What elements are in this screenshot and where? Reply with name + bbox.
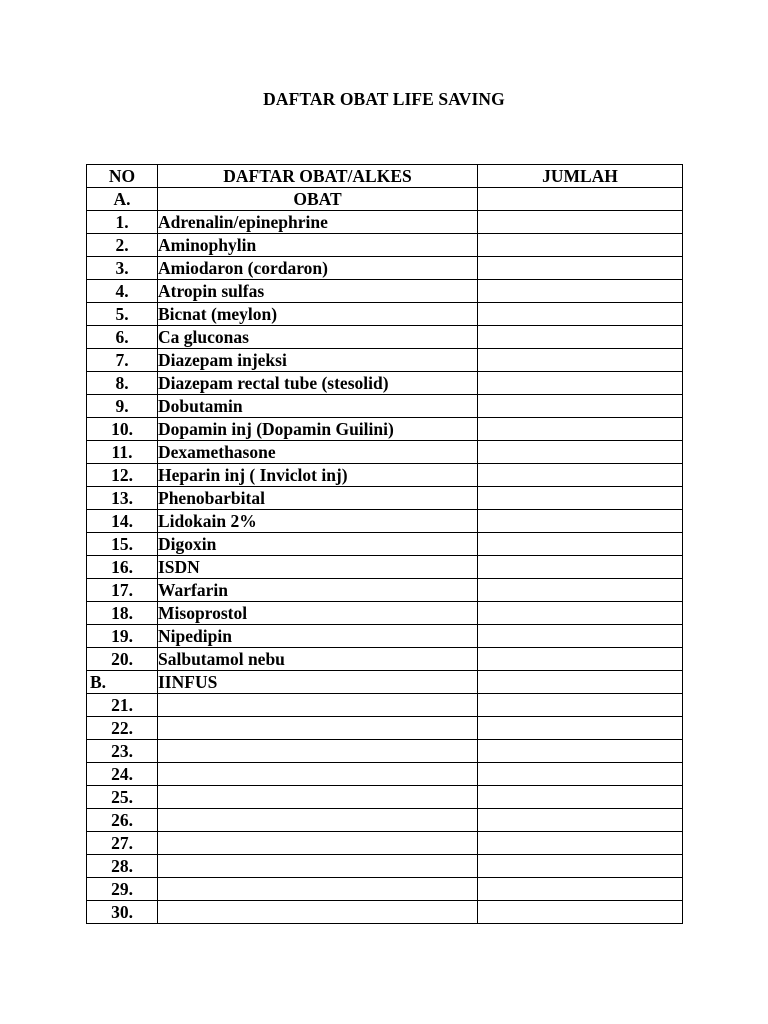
cell-quantity	[478, 234, 683, 257]
cell-no: 13.	[87, 487, 158, 510]
cell-quantity	[478, 303, 683, 326]
cell-no: 7.	[87, 349, 158, 372]
header-no: NO	[87, 165, 158, 188]
cell-drug-name	[158, 832, 478, 855]
cell-drug-name: Heparin inj ( Inviclot inj)	[158, 464, 478, 487]
cell-no: 24.	[87, 763, 158, 786]
cell-quantity	[478, 740, 683, 763]
cell-quantity	[478, 878, 683, 901]
table-row	[87, 303, 683, 326]
table-row	[87, 602, 683, 625]
cell-drug-name	[158, 786, 478, 809]
cell-quantity	[478, 441, 683, 464]
cell-no: 14.	[87, 510, 158, 533]
cell-quantity	[478, 211, 683, 234]
table-row	[87, 464, 683, 487]
table-row	[87, 740, 683, 763]
cell-drug-name	[158, 694, 478, 717]
cell-drug-name	[158, 740, 478, 763]
table-row	[87, 901, 683, 924]
cell-drug-name: Phenobarbital	[158, 487, 478, 510]
table-row	[87, 510, 683, 533]
cell-no: 1.	[87, 211, 158, 234]
cell-no: A.	[87, 188, 158, 211]
cell-drug-name: Diazepam injeksi	[158, 349, 478, 372]
cell-drug-name	[158, 901, 478, 924]
header-drug-name: DAFTAR OBAT/ALKES	[158, 165, 478, 188]
cell-no: 16.	[87, 556, 158, 579]
table-row	[87, 234, 683, 257]
cell-no: 6.	[87, 326, 158, 349]
cell-no: 26.	[87, 809, 158, 832]
cell-drug-name: Dexamethasone	[158, 441, 478, 464]
cell-drug-name: IINFUS	[158, 671, 478, 694]
table-header-row	[87, 165, 683, 188]
cell-drug-name: Dobutamin	[158, 395, 478, 418]
section-row	[87, 188, 683, 211]
cell-drug-name: Lidokain 2%	[158, 510, 478, 533]
cell-drug-name: OBAT	[158, 188, 478, 211]
cell-quantity	[478, 901, 683, 924]
cell-drug-name: Amiodaron (cordaron)	[158, 257, 478, 280]
cell-drug-name: Dopamin inj (Dopamin Guilini)	[158, 418, 478, 441]
table-row	[87, 211, 683, 234]
cell-quantity	[478, 372, 683, 395]
cell-quantity	[478, 418, 683, 441]
cell-quantity	[478, 326, 683, 349]
cell-quantity	[478, 648, 683, 671]
cell-no: 18.	[87, 602, 158, 625]
cell-quantity	[478, 579, 683, 602]
cell-drug-name: Atropin sulfas	[158, 280, 478, 303]
cell-quantity	[478, 395, 683, 418]
cell-quantity	[478, 464, 683, 487]
cell-no: 11.	[87, 441, 158, 464]
cell-drug-name: ISDN	[158, 556, 478, 579]
cell-drug-name	[158, 809, 478, 832]
table-row	[87, 418, 683, 441]
cell-no: 29.	[87, 878, 158, 901]
table-row	[87, 878, 683, 901]
table-row	[87, 556, 683, 579]
table-row	[87, 694, 683, 717]
cell-no: 20.	[87, 648, 158, 671]
cell-quantity	[478, 349, 683, 372]
table-row	[87, 855, 683, 878]
cell-drug-name: Digoxin	[158, 533, 478, 556]
cell-no: 27.	[87, 832, 158, 855]
cell-no: 9.	[87, 395, 158, 418]
cell-no: 10.	[87, 418, 158, 441]
table-row	[87, 717, 683, 740]
cell-no: 28.	[87, 855, 158, 878]
table-row	[87, 625, 683, 648]
cell-quantity	[478, 602, 683, 625]
table-row	[87, 280, 683, 303]
cell-no: 15.	[87, 533, 158, 556]
cell-no: 25.	[87, 786, 158, 809]
table-row	[87, 487, 683, 510]
table-row	[87, 533, 683, 556]
section-row	[87, 671, 683, 694]
cell-quantity	[478, 487, 683, 510]
table-row	[87, 648, 683, 671]
cell-quantity	[478, 257, 683, 280]
cell-drug-name: Warfarin	[158, 579, 478, 602]
cell-drug-name: Salbutamol nebu	[158, 648, 478, 671]
cell-no: 22.	[87, 717, 158, 740]
cell-quantity	[478, 671, 683, 694]
cell-drug-name: Adrenalin/epinephrine	[158, 211, 478, 234]
header-quantity: JUMLAH	[478, 165, 683, 188]
table-row	[87, 257, 683, 280]
table-row	[87, 832, 683, 855]
drug-list-table	[86, 164, 683, 924]
cell-no: 19.	[87, 625, 158, 648]
cell-quantity	[478, 694, 683, 717]
cell-drug-name	[158, 717, 478, 740]
cell-drug-name	[158, 878, 478, 901]
cell-no: 4.	[87, 280, 158, 303]
table-row	[87, 372, 683, 395]
cell-no: 23.	[87, 740, 158, 763]
table-row	[87, 326, 683, 349]
cell-quantity	[478, 763, 683, 786]
cell-drug-name: Ca gluconas	[158, 326, 478, 349]
cell-quantity	[478, 717, 683, 740]
cell-no: B.	[87, 671, 158, 694]
cell-quantity	[478, 280, 683, 303]
table-row	[87, 441, 683, 464]
cell-quantity	[478, 809, 683, 832]
cell-drug-name	[158, 763, 478, 786]
cell-no: 12.	[87, 464, 158, 487]
cell-quantity	[478, 786, 683, 809]
cell-no: 8.	[87, 372, 158, 395]
cell-drug-name: Misoprostol	[158, 602, 478, 625]
cell-no: 17.	[87, 579, 158, 602]
table-row	[87, 809, 683, 832]
cell-drug-name: Diazepam rectal tube (stesolid)	[158, 372, 478, 395]
cell-quantity	[478, 556, 683, 579]
cell-drug-name: Bicnat (meylon)	[158, 303, 478, 326]
cell-quantity	[478, 510, 683, 533]
cell-no: 5.	[87, 303, 158, 326]
cell-drug-name: Nipedipin	[158, 625, 478, 648]
cell-quantity	[478, 832, 683, 855]
cell-drug-name: Aminophylin	[158, 234, 478, 257]
cell-quantity	[478, 533, 683, 556]
table-body	[87, 188, 683, 924]
cell-drug-name	[158, 855, 478, 878]
table-row	[87, 349, 683, 372]
table-row	[87, 395, 683, 418]
table-row	[87, 579, 683, 602]
table-row	[87, 763, 683, 786]
cell-no: 2.	[87, 234, 158, 257]
cell-quantity	[478, 625, 683, 648]
cell-no: 21.	[87, 694, 158, 717]
cell-quantity	[478, 188, 683, 211]
page-title: DAFTAR OBAT LIFE SAVING	[263, 89, 505, 109]
table-row	[87, 786, 683, 809]
cell-no: 3.	[87, 257, 158, 280]
cell-no: 30.	[87, 901, 158, 924]
cell-quantity	[478, 855, 683, 878]
